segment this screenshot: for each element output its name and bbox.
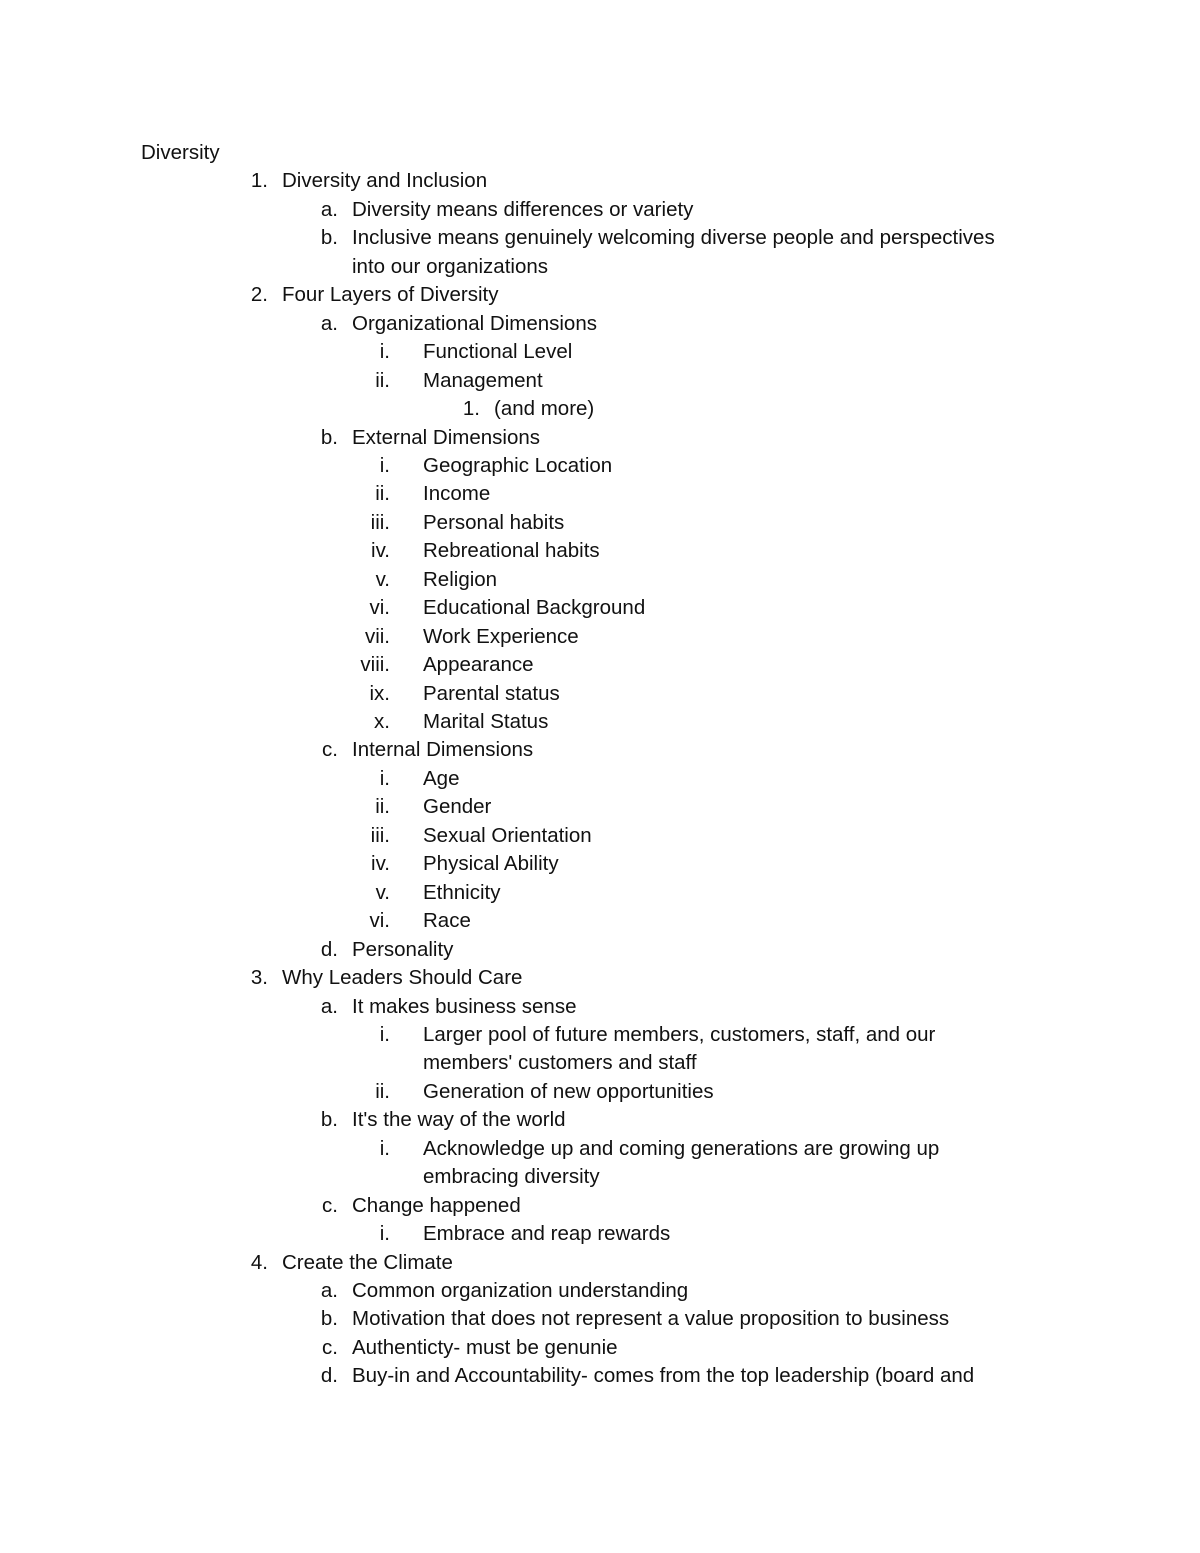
outline-item-text: Four Layers of Diversity: [282, 283, 499, 307]
list-marker: v.: [375, 567, 390, 591]
outline-item-text: Race: [423, 909, 471, 933]
list-marker: a.: [320, 197, 338, 221]
outline-item-text: Inclusive means genuinely welcoming diverse people and perspectives: [352, 226, 995, 250]
outline-item-text: Why Leaders Should Care: [282, 966, 523, 990]
outline-item-text: Personality: [352, 937, 454, 961]
list-marker: 1.: [462, 397, 480, 421]
document-title: Diversity: [141, 141, 220, 164]
list-marker: b.: [320, 425, 338, 449]
list-marker: 3.: [250, 966, 268, 990]
list-marker: ii.: [375, 482, 390, 506]
list-marker: a.: [320, 994, 338, 1018]
outline-item-text: Parental status: [423, 681, 560, 705]
list-marker: b.: [320, 1108, 338, 1132]
outline-item-text: members' customers and staff: [423, 1051, 697, 1075]
outline-item-text: Marital Status: [423, 710, 549, 733]
list-marker: ii.: [375, 795, 390, 819]
list-marker: c.: [322, 1193, 338, 1217]
list-marker: a.: [320, 311, 338, 335]
outline-item-text: Functional Level: [423, 340, 573, 364]
outline-item-text: Physical Ability: [423, 852, 559, 876]
list-marker: i.: [379, 340, 390, 364]
outline-item-text: External Dimensions: [352, 425, 540, 449]
outline-item-text: Generation of new opportunities: [423, 1079, 714, 1103]
outline-item-text: Diversity and Inclusion: [282, 169, 488, 193]
outline-item-text: Change happened: [352, 1193, 521, 1217]
list-marker: ii.: [375, 1079, 390, 1103]
outline-item-text: embracing diversity: [423, 1165, 600, 1189]
list-marker: iv.: [371, 539, 390, 563]
outline-item-text: Work Experience: [423, 624, 579, 648]
outline-item-text: Geographic Location: [423, 453, 613, 477]
outline-item-text: Buy-in and Accountability- comes from the top leadership (board and: [352, 1364, 975, 1388]
outline-item-text: (and more): [494, 397, 595, 421]
outline-item-text: Common organization understanding: [352, 1279, 689, 1302]
outline-item-text: Educational Background: [423, 596, 646, 620]
outline-item-text: Motivation that does not represent a value proposition to business: [352, 1307, 950, 1331]
outline-item-text: Personal habits: [423, 510, 565, 534]
list-marker: 4.: [250, 1250, 268, 1274]
list-marker: c.: [322, 738, 338, 762]
list-marker: viii.: [360, 653, 390, 677]
outline-item-text: Embrace and reap rewards: [423, 1222, 671, 1246]
outline-item-text: Appearance: [423, 653, 534, 677]
outline-item-text: into our organizations: [352, 254, 549, 278]
list-marker: d.: [320, 1364, 338, 1388]
outline-item-text: Diversity means differences or variety: [352, 197, 694, 221]
list-marker: i.: [379, 1022, 390, 1046]
list-marker: 2.: [250, 283, 268, 307]
list-marker: vi.: [369, 909, 390, 933]
outline-item-text: Authenticty- must be genunie: [352, 1335, 618, 1359]
list-marker: c.: [322, 1335, 338, 1359]
list-marker: i.: [379, 1222, 390, 1246]
outline-item-text: Organizational Dimensions: [352, 311, 597, 335]
outline-item-text: Create the Climate: [282, 1250, 453, 1274]
outline-item-text: Sexual Orientation: [423, 823, 592, 847]
list-marker: i.: [379, 766, 390, 790]
outline-item-text: Acknowledge up and coming generations are growing up: [423, 1136, 940, 1160]
list-marker: v.: [375, 880, 390, 904]
outline-item-text: Ethnicity: [423, 880, 501, 904]
outline-item-text: Religion: [423, 567, 498, 591]
list-marker: i.: [379, 1136, 390, 1160]
list-marker: iii.: [370, 823, 390, 847]
outline-item-text: Internal Dimensions: [352, 738, 534, 762]
list-marker: 1.: [250, 169, 268, 193]
outline-item-text: It makes business sense: [352, 994, 577, 1018]
outline-item-text: Income: [423, 482, 491, 506]
outline-item-text: It's the way of the world: [352, 1108, 566, 1132]
list-marker: iii.: [370, 510, 390, 534]
list-marker: a.: [320, 1279, 338, 1302]
outline-item-text: Larger pool of future members, customers, staff, and our: [423, 1022, 936, 1046]
outline-item-text: Gender: [423, 795, 492, 819]
list-marker: b.: [320, 226, 338, 250]
list-marker: iv.: [371, 852, 390, 876]
list-marker: b.: [320, 1307, 338, 1331]
list-marker: ix.: [369, 681, 390, 705]
list-marker: vi.: [369, 596, 390, 620]
list-marker: vii.: [364, 624, 390, 648]
list-marker: i.: [379, 453, 390, 477]
list-marker: ii.: [375, 368, 390, 392]
outline-item-text: Age: [423, 766, 460, 790]
outline-item-text: Rebreational habits: [423, 539, 600, 563]
list-marker: x.: [374, 710, 390, 733]
list-marker: d.: [320, 937, 338, 961]
outline-item-text: Management: [423, 368, 543, 392]
